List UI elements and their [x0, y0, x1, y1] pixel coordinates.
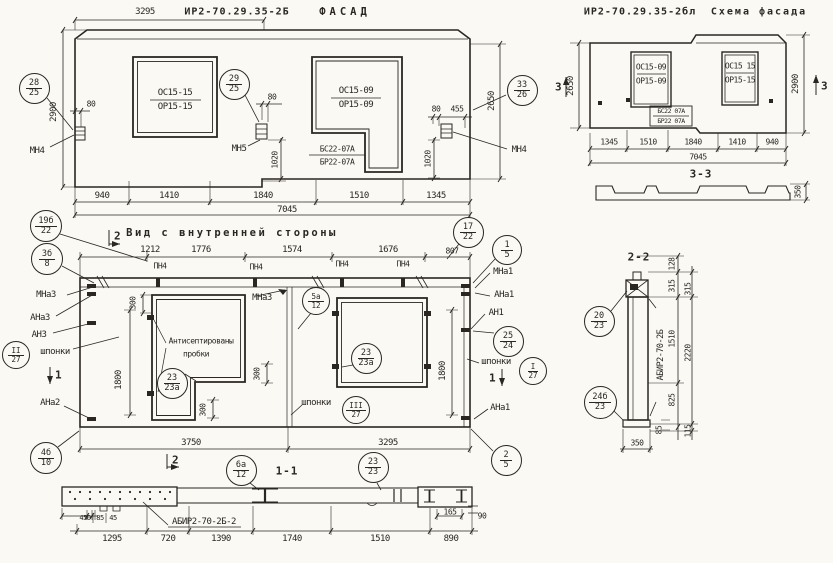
dim-label: 940 — [765, 137, 779, 147]
dim-label: 825 — [667, 393, 677, 407]
dim-label: 315 — [667, 279, 677, 293]
callout-bottom: 27 — [11, 354, 21, 364]
facade-linework — [47, 17, 507, 218]
callout-1-5 — [492, 235, 522, 265]
dim-label: 1740 — [282, 534, 302, 544]
callout-bottom: 10 — [40, 457, 52, 468]
section-mark-1: 1 — [488, 371, 496, 385]
dim-label: 1020 — [423, 150, 433, 168]
inner-view-linework — [50, 230, 502, 469]
part-label: АН1 — [488, 308, 504, 318]
dim-label: 3750 — [181, 438, 201, 448]
section-1-1-title: 1-1 — [275, 464, 299, 478]
dim-label: 90 — [477, 511, 487, 521]
dim-label: 1020 — [270, 151, 280, 169]
dim-label: 80 — [431, 104, 441, 114]
dim-label: 1410 — [159, 191, 179, 201]
part-label-pn4: ПН4 — [396, 259, 410, 269]
window-mark: ОР15-09 — [338, 100, 374, 110]
section-2-2-title: 2-2 — [627, 250, 651, 264]
window-mark: ОС15-09 — [635, 62, 667, 72]
dim-label: 1574 — [282, 245, 302, 255]
dim-label: 2900 — [49, 102, 59, 122]
callout-3б-8 — [31, 243, 63, 275]
dim-label: 2650 — [487, 91, 497, 111]
window-mark: ОС15-15 — [157, 88, 193, 98]
window-mark: ОР15-15 — [724, 75, 756, 85]
section-mark-2: 2 — [113, 229, 121, 243]
part-label: МНа1 — [493, 267, 513, 277]
dim-label: 3295 — [378, 438, 398, 448]
scheme-outline — [590, 35, 786, 133]
dim-label: 890 — [443, 534, 459, 544]
callout-20-23 — [584, 306, 615, 337]
dim-label: 450 — [79, 514, 91, 522]
callout-top: 23 — [365, 458, 381, 468]
dim-label: 1800 — [114, 370, 124, 390]
dim-label: 7045 — [277, 205, 297, 215]
part-label-mn5: МН5 — [231, 144, 247, 154]
callout-bottom: 22 — [40, 225, 52, 236]
facade-title-name: ФАСАД — [319, 6, 371, 18]
dim-label: 7045 — [689, 152, 707, 162]
callout-28-25 — [19, 73, 50, 104]
block-mark: БР22 07А — [657, 117, 685, 125]
dim-label: 350 — [630, 438, 644, 448]
part-label-pn4: ПН4 — [249, 262, 263, 272]
dim-label: 3295 — [135, 7, 155, 17]
dim-label: 1510 — [370, 534, 390, 544]
dim-label: 80 — [267, 92, 277, 102]
block-mark: БР22-07А — [319, 157, 355, 167]
section-mark-1: 1 — [54, 368, 62, 382]
callout-bottom: 24 — [502, 340, 514, 351]
part-label-mn4: МН4 — [29, 146, 45, 156]
callout-top: 19б — [35, 217, 56, 227]
callout-top: 5а — [308, 293, 323, 302]
dim-label: 1212 — [140, 245, 160, 255]
part-label: АНа3 — [30, 313, 50, 323]
dim-label: 45 — [109, 514, 117, 522]
dim-label: 720 — [160, 534, 176, 544]
callout-top: II — [8, 347, 23, 356]
dim-label: 300 — [252, 367, 262, 381]
part-label: АНа2 — [40, 398, 60, 408]
note-antiseptic: пробки — [183, 349, 209, 359]
callout-bottom: 23а — [358, 357, 374, 368]
callout-bottom: 27 — [528, 370, 538, 380]
part-label: шпонки — [301, 398, 331, 408]
callout-4б-10 — [30, 442, 62, 474]
callout-bottom: 5 — [503, 459, 509, 470]
callout-2-5 — [491, 445, 522, 476]
callout-bottom: 5 — [504, 249, 510, 260]
callout-24б-23 — [584, 386, 617, 419]
callout-top: 25 — [500, 332, 516, 342]
dim-label: 1345 — [426, 191, 446, 201]
dim-label: 1840 — [684, 137, 702, 147]
callout-top: 23 — [358, 349, 374, 359]
dim-label: 807 — [445, 246, 459, 256]
dim-label: 1390 — [211, 534, 231, 544]
callout-bottom: 25 — [228, 83, 240, 94]
callout-bottom: 25 — [28, 87, 40, 98]
callout-top: 2 — [500, 451, 511, 461]
dim-label: 2220 — [683, 344, 693, 362]
callout-top: 3б — [39, 250, 55, 260]
section-1-1-dim-lines — [62, 506, 478, 531]
callout-top: 29 — [226, 75, 242, 85]
section-3-3-title: 3-3 — [689, 167, 713, 181]
dim-label: 1510 — [349, 191, 369, 201]
note-antiseptic: Антисептированы — [168, 336, 234, 346]
dim-label: 80 — [86, 99, 96, 109]
dim-label: 315 — [683, 282, 693, 296]
dim-label: 2900 — [791, 74, 801, 94]
scheme-title-name: Схема фасада — [710, 6, 808, 18]
dim-label: 115 — [683, 424, 693, 438]
callout-19б-22 — [30, 210, 62, 242]
window-mark: ОС15-09 — [338, 86, 374, 96]
dim-label: 85 — [654, 425, 664, 435]
filled-marks — [47, 75, 819, 500]
callout-23-23а — [157, 368, 188, 399]
callout-top: 33 — [514, 81, 530, 91]
callout-top: III — [346, 402, 366, 411]
callout-29-25 — [219, 69, 250, 100]
dim-label: 1510 — [639, 137, 657, 147]
callout-top: 28 — [26, 79, 42, 89]
callout-25-24 — [493, 326, 524, 357]
dim-label: 1410 — [728, 137, 746, 147]
dim-ticks — [61, 17, 502, 218]
facade-dim-lines — [63, 20, 500, 215]
callout-I-27 — [519, 357, 547, 385]
dim-label: 1510 — [667, 330, 677, 348]
part-label: АНа1 — [494, 290, 514, 300]
section-mark-3: 3 — [820, 79, 828, 93]
window-mark: ОР15-15 — [157, 102, 193, 112]
part-label-ab: АБИР2-70-2Б — [656, 329, 666, 381]
callout-23-23а — [351, 343, 382, 374]
callout-33-26 — [507, 75, 538, 106]
inner-view-title: Вид с внутренней стороны — [126, 227, 338, 239]
callout-23-23 — [358, 452, 389, 483]
section-mark-3: 3 — [554, 80, 562, 94]
part-label-pn4: ПН4 — [153, 261, 167, 271]
block-mark: БС22-07А — [319, 144, 355, 154]
callout-bottom: 23 — [593, 320, 605, 331]
callout-top: 6а — [233, 461, 249, 471]
callout-17-22 — [453, 217, 484, 248]
dim-label: 300 — [128, 296, 138, 310]
dim-label: 1295 — [102, 534, 122, 544]
dim-label: 165 — [443, 507, 457, 517]
section-cut-marks — [50, 230, 502, 469]
part-label-ab: АБИР2-70-2Б-2 — [172, 517, 236, 527]
part-label: МНа3 — [252, 293, 272, 303]
part-label: шпонки — [40, 347, 70, 357]
callout-bottom: 8 — [44, 258, 50, 269]
callout-top: 20 — [591, 312, 607, 322]
callout-top: 4б — [38, 449, 54, 459]
dim-label: 940 — [94, 191, 110, 201]
section-3-3-profile — [596, 186, 790, 200]
leader-lines — [50, 132, 507, 149]
part-label: шпонки — [481, 357, 511, 367]
callout-6а-12 — [226, 455, 257, 486]
dim-label: 300 — [198, 403, 208, 417]
callout-bottom: 23а — [164, 382, 180, 393]
dim-label: 1776 — [191, 245, 211, 255]
block-mark: БС22 07А — [657, 107, 685, 115]
callout-top: 23 — [164, 374, 180, 384]
callout-bottom: 27 — [351, 409, 361, 419]
callout-III-27 — [342, 396, 370, 424]
dim-label: 350 — [793, 185, 803, 199]
callout-bottom: 26 — [516, 89, 528, 100]
callout-top: 1 — [501, 241, 512, 251]
dim-label: 1840 — [253, 191, 273, 201]
inner-window-2 — [337, 298, 427, 387]
part-label: АН3 — [31, 330, 47, 340]
section-1-1-linework — [60, 483, 478, 535]
dim-label: 1800 — [438, 361, 448, 381]
section-1-1-left-block — [62, 487, 177, 506]
dim-label: 1676 — [378, 245, 398, 255]
facade-title-code: ИР2-70.29.35-2Б — [184, 6, 290, 18]
dim-label: 128 — [667, 257, 677, 271]
callout-top: 24б — [589, 393, 610, 403]
window-mark: ОР15-09 — [635, 76, 667, 86]
callout-II-27 — [2, 341, 30, 369]
dim-label: 85 — [96, 514, 104, 522]
callout-bottom: 22 — [462, 231, 474, 242]
callout-bottom: 12 — [311, 300, 321, 310]
inner-dim-lines — [80, 257, 470, 449]
inner-outline — [80, 278, 470, 427]
part-label: МНа3 — [36, 290, 56, 300]
callout-top: I — [528, 363, 539, 372]
part-label: АНа1 — [490, 403, 510, 413]
callout-top: 17 — [460, 223, 476, 233]
window-mark: ОС15 15 — [724, 61, 756, 71]
callout-bottom: 12 — [235, 469, 247, 480]
callout-bottom: 23 — [594, 401, 606, 412]
part-label-pn4: ПН4 — [335, 259, 349, 269]
dim-label: 2650 — [566, 76, 576, 96]
callout-bottom: 23 — [367, 466, 379, 477]
scheme-title-code: ИР2-70.29.35-2бл — [583, 6, 697, 18]
dim-label: 455 — [450, 104, 464, 114]
part-label-mn4: МН4 — [511, 145, 527, 155]
section-mark-2: 2 — [171, 453, 179, 467]
callout-5а-12 — [302, 287, 330, 315]
dim-label: 1345 — [600, 137, 618, 147]
section-2-2-body — [628, 297, 648, 420]
